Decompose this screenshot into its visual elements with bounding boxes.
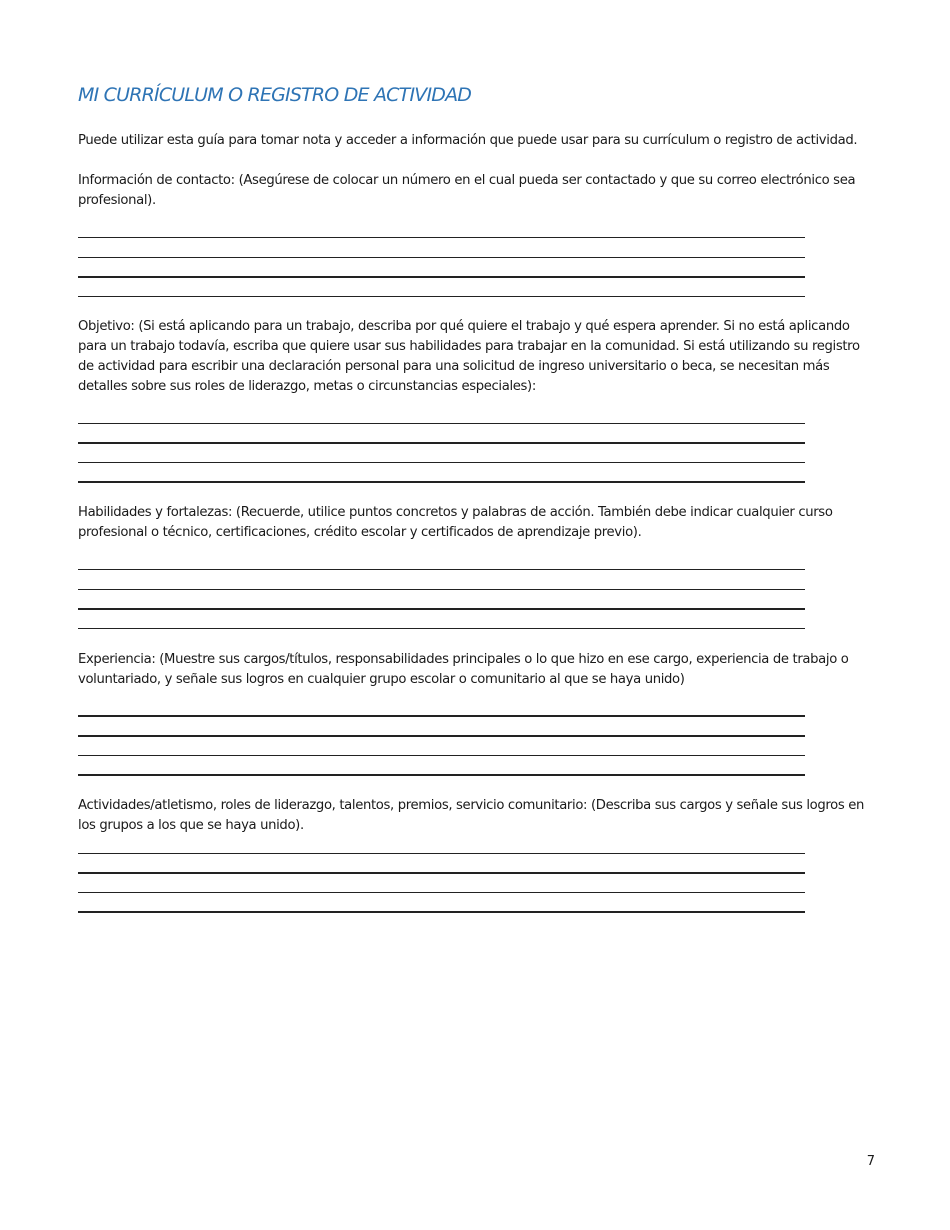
writing-line <box>78 853 805 854</box>
writing-line <box>78 569 805 570</box>
section-contact-text: Información de contacto: (Asegúrese de colocar un número en el cual pueda ser contactado y que su correo electrónico sea profesional). <box>78 173 856 208</box>
writing-line <box>78 296 805 297</box>
writing-line <box>78 276 805 278</box>
writing-line <box>78 481 805 483</box>
writing-line <box>78 735 805 737</box>
writing-line <box>78 442 805 444</box>
writing-line <box>78 715 805 717</box>
page-number: 7 <box>866 1154 875 1169</box>
writing-line <box>78 257 805 258</box>
writing-line <box>78 755 805 756</box>
writing-line <box>78 589 805 590</box>
writing-line <box>78 462 805 463</box>
intro-text: Puede utilizar esta guía para tomar nota y acceder a información que puede usar para su currículum o registro de actividad. <box>78 133 858 148</box>
writing-line <box>78 911 805 913</box>
section-activities-text: Actividades/atletismo, roles de liderazgo, talentos, premios, servicio comunitario: (Describa sus cargos y señale sus logros en los grupos a los que se haya unido). <box>78 798 865 833</box>
page-title: MI CURRÍCULUM O REGISTRO DE ACTIVIDAD <box>78 84 472 106</box>
writing-line <box>78 872 805 874</box>
writing-line <box>78 892 805 893</box>
writing-line <box>78 608 805 610</box>
writing-line <box>78 423 805 424</box>
writing-line <box>78 774 805 776</box>
writing-line <box>78 237 805 238</box>
section-skills-text: Habilidades y fortalezas: (Recuerde, utilice puntos concretos y palabras de acción. También debe indicar cualquier curso profesional o técnico, certificaciones, crédito escolar y certificados de aprendizaje previo). <box>78 505 833 540</box>
section-objective-text: Objetivo: (Si está aplicando para un trabajo, describa por qué quiere el trabajo y qué espera aprender. Si no está aplicando para un trabajo todavía, escriba que quiere usar sus habilidades para trabajar en la comunidad. Si está utilizando su registro de actividad para escribir una declaración personal para una solicitud de ingreso universitario o beca, se necesitan más detalles sobre sus roles de liderazgo, metas o circunstancias especiales): <box>78 319 860 394</box>
writing-line <box>78 628 805 629</box>
section-experience-text: Experiencia: (Muestre sus cargos/títulos, responsabilidades principales o lo que hizo en ese cargo, experiencia de trabajo o voluntariado, y señale sus logros en cualquier grupo escolar o comunitario al que se haya unido) <box>78 652 849 687</box>
